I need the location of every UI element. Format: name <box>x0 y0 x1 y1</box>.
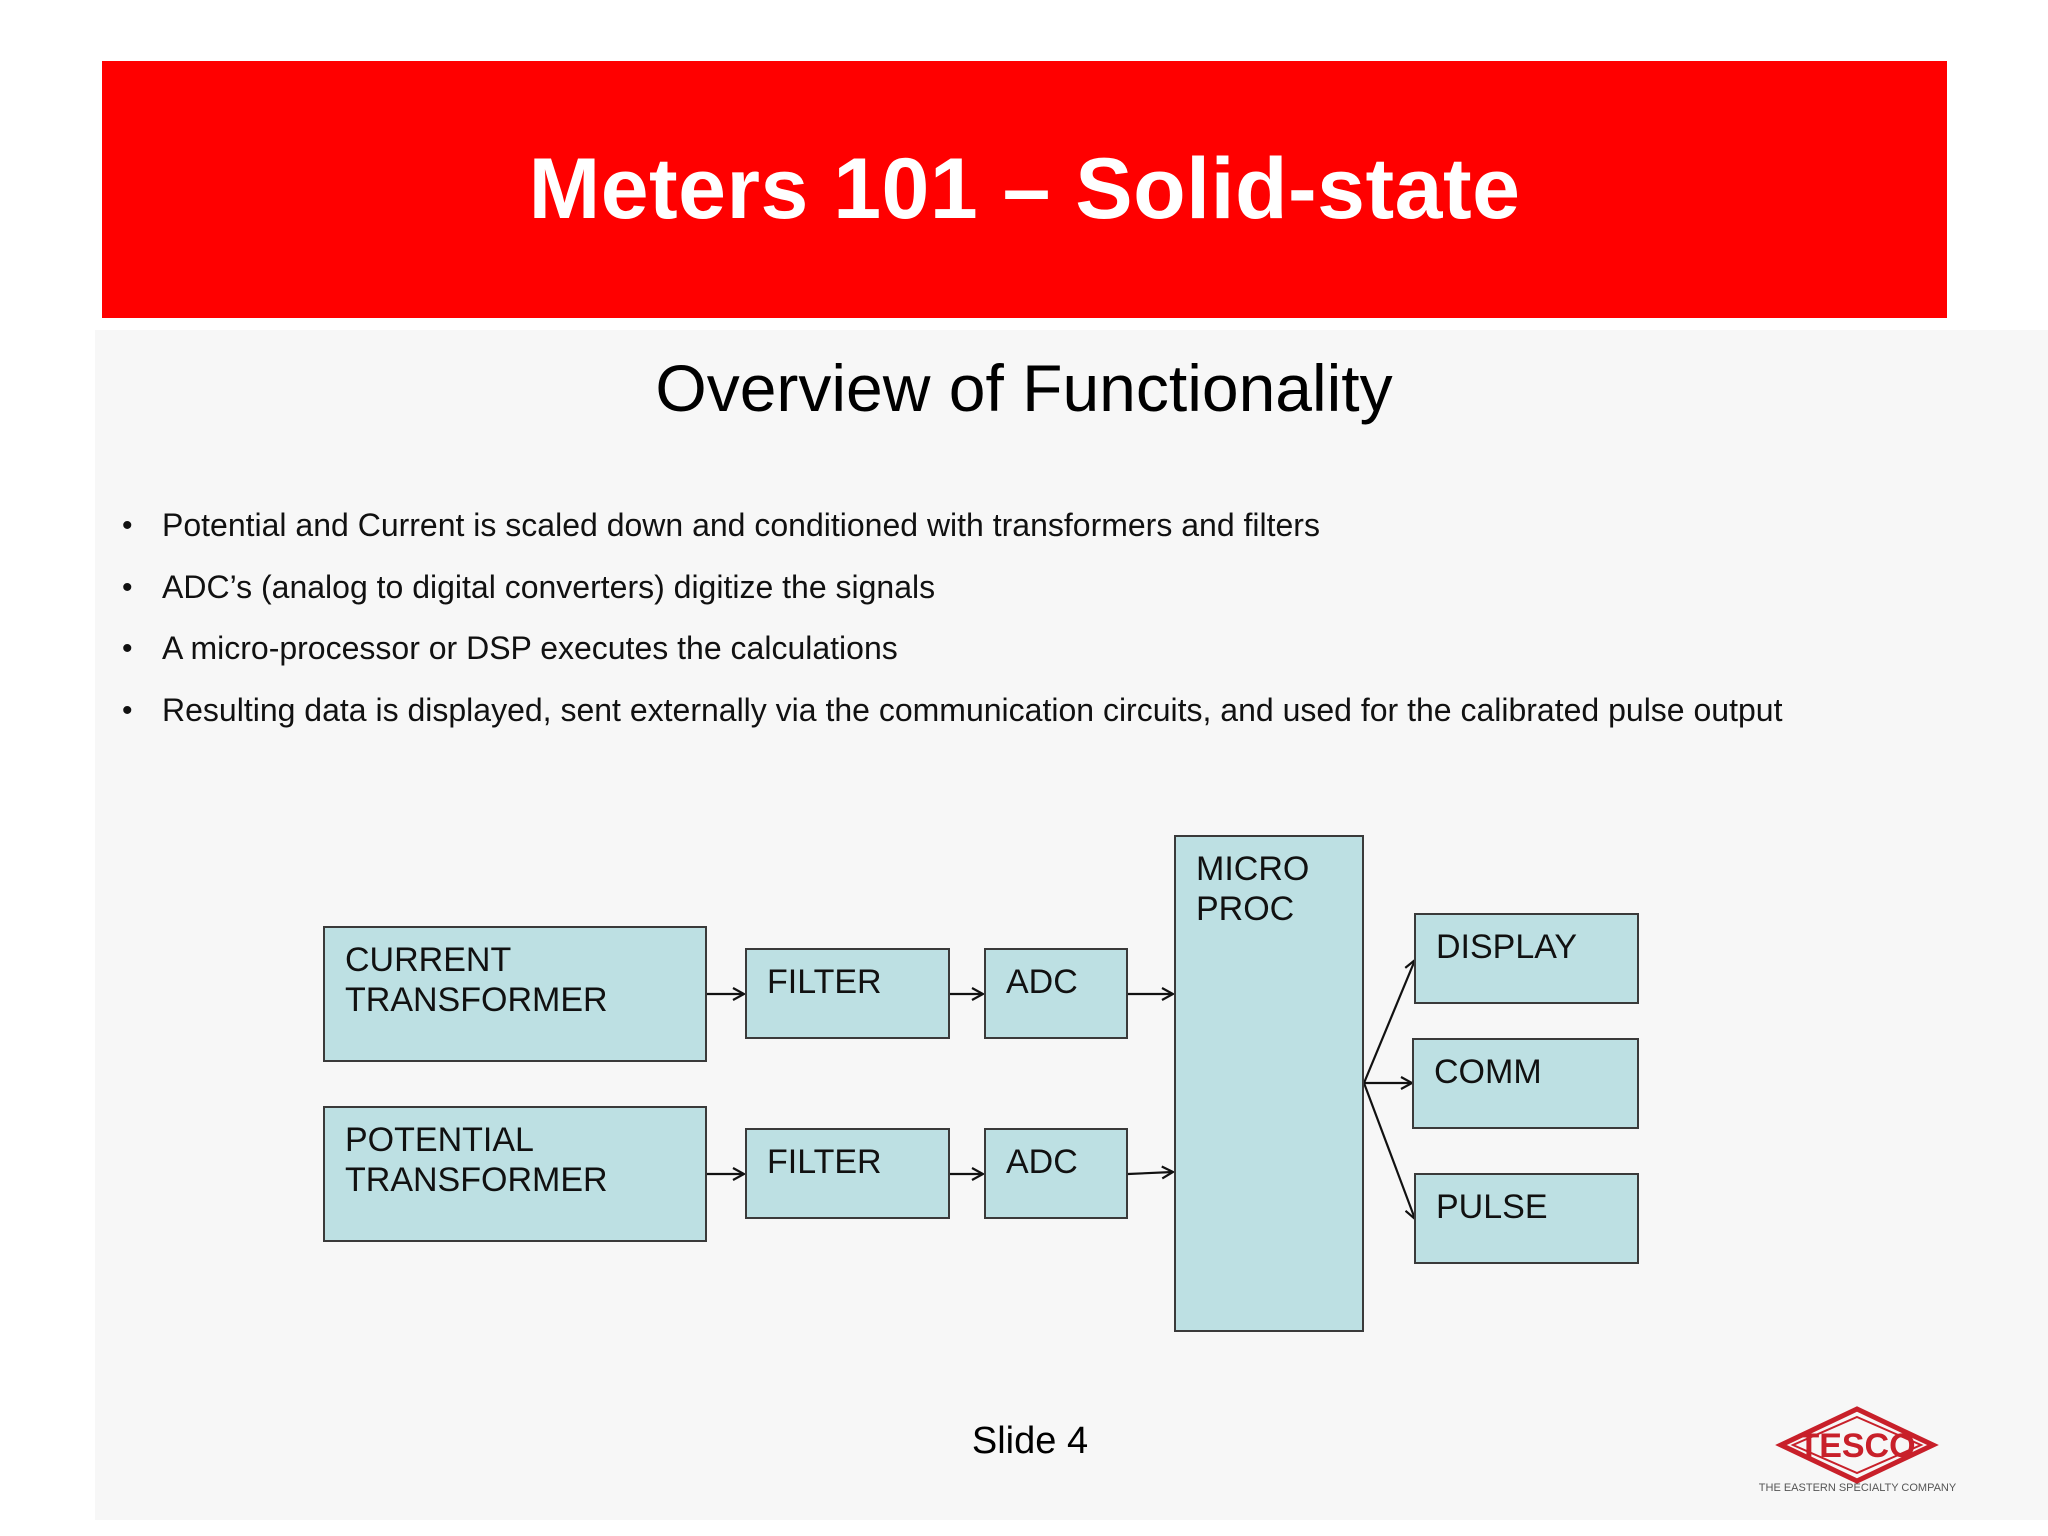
filter-block-bottom <box>745 1128 950 1219</box>
block-label: FILTER <box>767 963 882 1001</box>
micro-proc-block <box>1174 835 1364 1332</box>
arrow-adc-to-micro-bottom <box>1128 1172 1173 1174</box>
block-label: PROC <box>1196 890 1295 928</box>
bullet-dot: • <box>122 570 133 604</box>
block-label: PULSE <box>1436 1188 1548 1226</box>
block-label: FILTER <box>767 1143 882 1181</box>
pulse-block <box>1414 1173 1639 1264</box>
adc-block-bottom <box>984 1128 1128 1219</box>
potential-transformer-block <box>323 1106 707 1242</box>
bullet-dot: • <box>122 632 133 665</box>
current-transformer-block <box>323 926 707 1062</box>
tesco-logo-icon <box>1755 1405 1960 1485</box>
block-label: DISPLAY <box>1436 928 1578 966</box>
block-label: ADC <box>1006 963 1078 1001</box>
bullet-text: A micro-processor or DSP executes the calculations <box>162 630 898 666</box>
slide-number: Slide 4 <box>971 1420 1089 1462</box>
arrow-micro-to-pulse <box>1364 1083 1415 1219</box>
block-label: CURRENT <box>345 941 512 979</box>
logo-tagline: THE EASTERN SPECIALTY COMPANY <box>1758 1482 1957 1494</box>
adc-block-top <box>984 948 1128 1039</box>
comm-block <box>1412 1038 1639 1129</box>
bullet-text: Resulting data is displayed, sent externally via the communication circuits, and used for the calibrated pulse output <box>162 691 1783 728</box>
arrow-micro-to-display <box>1364 960 1415 1083</box>
block-label: ADC <box>1006 1143 1078 1181</box>
tesco-logo <box>1755 1405 1960 1515</box>
slide-subtitle: Overview of Functionality <box>655 351 1393 425</box>
bullet-text: ADC’s (analog to digital converters) digitize the signals <box>162 568 936 605</box>
bullet-dot: • <box>122 693 133 727</box>
filter-block-top <box>745 948 950 1039</box>
block-label: TRANSFORMER <box>345 981 608 1019</box>
slide-title: Meters 101 – Solid-state <box>528 141 1521 237</box>
logo-wordmark: TESCO <box>1798 1427 1916 1465</box>
block-label: POTENTIAL <box>345 1121 534 1159</box>
display-block <box>1414 913 1639 1004</box>
bullet-dot: • <box>122 509 133 542</box>
block-label: TRANSFORMER <box>345 1161 608 1199</box>
block-label: MICRO <box>1196 850 1310 888</box>
bullet-text: Potential and Current is scaled down and conditioned with transformers and filters <box>162 507 1320 543</box>
block-label: COMM <box>1434 1053 1542 1091</box>
